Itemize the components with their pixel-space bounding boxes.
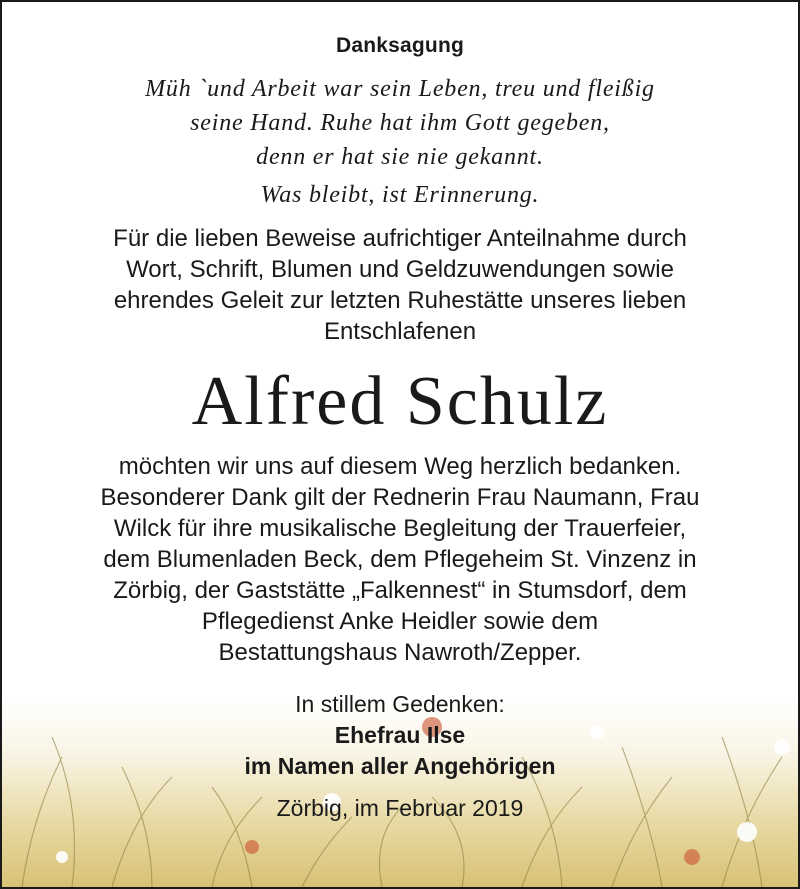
closing-block [2, 689, 798, 782]
intro-line: Für die lieben Beweise aufrichtiger Anteilnahme durch [113, 225, 687, 252]
thanks-line: Besonderer Dank gilt der Rednerin Frau Naumann, Frau [100, 484, 700, 511]
thanks-paragraph [2, 451, 798, 668]
thanks-line: dem Blumenladen Beck, dem Pflegeheim St. Vinzenz in [103, 546, 697, 573]
thanks-line: Wilck für ihre musikalische Begleitung der Trauerfeier, [113, 515, 687, 542]
poem-line: seine Hand. Ruhe hat ihm Gott gegeben, [190, 110, 610, 136]
signer-name: Ehefrau Ilse [334, 722, 466, 748]
poem [2, 72, 798, 212]
deceased-name: Alfred Schulz [191, 363, 609, 440]
intro-paragraph [2, 223, 798, 347]
poem-line: denn er hat sie nie gekannt. [256, 144, 544, 170]
thanks-line: möchten wir uns auf diesem Weg herzlich bedanken. [118, 453, 682, 480]
thanks-line: Bestattungshaus Nawroth/Zepper. [218, 639, 582, 666]
intro-line: Wort, Schrift, Blumen und Geldzuwendungen sowie [126, 256, 674, 283]
thanks-line: Zörbig, der Gaststätte „Falkennest“ in Stumsdorf, dem [113, 577, 687, 604]
poem-line: Was bleibt, ist Erinnerung. [260, 182, 540, 208]
closing-line: In stillem Gedenken: [295, 691, 505, 717]
intro-line: ehrendes Geleit zur letzten Ruhestätte unseres lieben [113, 287, 687, 314]
signer-family: im Namen aller Angehörigen [244, 753, 556, 779]
thanks-line: Pflegedienst Anke Heidler sowie dem [201, 608, 599, 635]
poem-line: Müh `und Arbeit war sein Leben, treu und fleißig [145, 76, 655, 102]
heading: Danksagung [335, 34, 465, 57]
intro-line: Entschlafenen [323, 318, 477, 345]
place-date: Zörbig, im Februar 2019 [276, 795, 524, 821]
